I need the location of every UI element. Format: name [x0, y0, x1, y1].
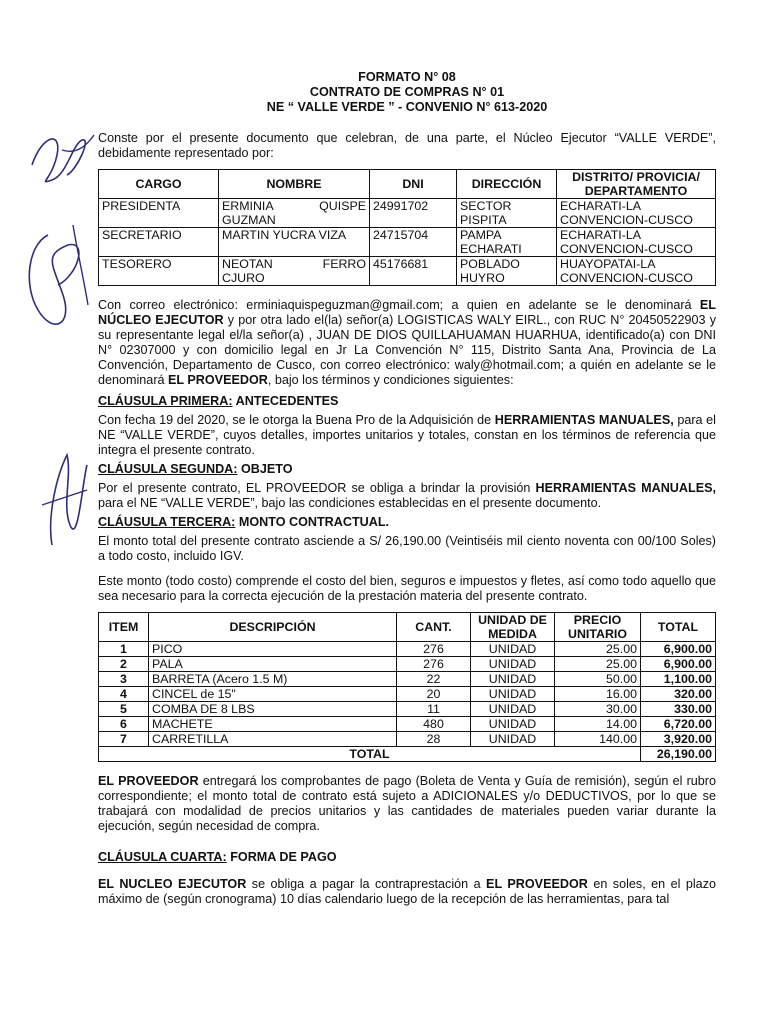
cell-distrito [557, 257, 716, 286]
cell-cantidad: 22 [397, 672, 471, 687]
table-row [99, 672, 716, 687]
text-segment: y por otra lado el(la) señor(a) LOGISTICAS WALY EIRL., con RUC N° 20450522903 y su representante legal el/la señor(a) , JUAN DE DIOS QUILLAHUAMAN HUARHUA, identificado(a) con DNI N° 02307000 y con domicilio legal en Jr La Convención N° 115, Distrito Santa Ana, Provincia de La Convención, Departamento de Cusco, con correo electrónico: waly@hotmail.com; a quién en adelante se le denominará [98, 313, 716, 387]
text-segment: Con correo electrónico: erminiaquispeguzman@gmail.com; a quien en adelante se le denominará [98, 298, 700, 312]
cell-direccion [457, 199, 557, 228]
cell-item: 5 [99, 702, 149, 717]
cell-cantidad: 28 [397, 732, 471, 747]
header-dni: DNI [370, 170, 457, 199]
text-segment: entregará los comprobantes de pago (Boleta de Venta y Guía de remisión), según el rubro correspondiente; el monto total de contrato está sujeto a ADICIONALES y/o DEDUCTIVOS, por lo que se trabajará con modalidad de precios unitarios y las cantidades de materiales pueden variar durante la ejecución, según necesidad de compra. [98, 774, 716, 833]
cell-cantidad: 276 [397, 642, 471, 657]
clause-label: CLÁUSULA SEGUNDA: [98, 462, 238, 476]
cell-unidad: UNIDAD [471, 642, 555, 657]
cell-distrito [557, 199, 716, 228]
table-row [99, 257, 716, 286]
cell-descripcion: PALA [149, 657, 397, 672]
text-segment: Con fecha 19 del 2020, se le otorga la Buena Pro de la Adquisición de [98, 413, 495, 427]
cell-precio: 50.00 [555, 672, 641, 687]
clause-name: MONTO CONTRACTUAL. [235, 515, 390, 529]
clause-label: CLÁUSULA CUARTA: [98, 850, 227, 864]
cell-item: 3 [99, 672, 149, 687]
header-direccion: DIRECCIÓN [457, 170, 557, 199]
handwritten-signature-1 [22, 125, 100, 195]
cell-total: 3,920.00 [641, 732, 716, 747]
table-row [99, 687, 716, 702]
cell-item: 7 [99, 732, 149, 747]
table-row [99, 199, 716, 228]
cell-cantidad: 276 [397, 657, 471, 672]
total-value: 26,190.00 [641, 747, 716, 762]
direccion-line-2: HUYRO [460, 271, 505, 285]
items-table [98, 612, 716, 762]
cell-cantidad: 11 [397, 702, 471, 717]
bold-term: EL PROVEEDOR [168, 373, 268, 387]
bold-term: HERRAMIENTAS MANUALES, [535, 481, 716, 495]
clause-cuarta-text [98, 877, 716, 907]
table-row [99, 717, 716, 732]
bold-term: HERRAMIENTAS MANUALES, [494, 413, 674, 427]
cell-total: 6,720.00 [641, 717, 716, 732]
text-segment: para el NE “VALLE VERDE”, bajo las condiciones establecidas en el presente documento. [98, 496, 602, 510]
cell-cargo: SECRETARIO [99, 228, 219, 257]
bold-term: EL PROVEEDOR [486, 877, 588, 891]
cell-distrito [557, 228, 716, 257]
direccion-line-1: POBLADO [460, 257, 520, 271]
table-header-row [99, 170, 716, 199]
cell-item: 2 [99, 657, 149, 672]
cell-unidad: UNIDAD [471, 702, 555, 717]
cell-cargo: TESORERO [99, 257, 219, 286]
cell-descripcion: MACHETE [149, 717, 397, 732]
cell-total: 6,900.00 [641, 642, 716, 657]
cell-dni: 24715704 [370, 228, 457, 257]
format-number: FORMATO N° 08 [358, 70, 456, 84]
text-segment: Por el presente contrato, EL PROVEEDOR se obliga a brindar la provisión [98, 481, 536, 495]
header-nombre: NOMBRE [219, 170, 370, 199]
contract-number: CONTRATO DE COMPRAS N° 01 [309, 85, 505, 99]
header-distrito: DISTRITO/ PROVICIA/ DEPARTAMENTO [557, 170, 716, 199]
handwritten-signature-2 [18, 215, 98, 340]
text-segment: , bajo los términos y condiciones siguientes: [267, 373, 514, 387]
cell-descripcion: BARRETA (Acero 1.5 M) [149, 672, 397, 687]
bold-term: EL PROVEEDOR [98, 774, 199, 788]
cell-precio: 30.00 [555, 702, 641, 717]
cell-total: 1,100.00 [641, 672, 716, 687]
cell-cantidad: 480 [397, 717, 471, 732]
header-cargo: CARGO [99, 170, 219, 199]
direccion-line-2: ECHARATI [460, 242, 522, 256]
clause-label: CLÁUSULA PRIMERA: [98, 394, 233, 408]
cell-total: 320.00 [641, 687, 716, 702]
text-segment: se obliga a pagar la contraprestación a [246, 877, 487, 891]
table-row [99, 702, 716, 717]
direccion-line-1: PAMPA [460, 228, 502, 242]
cell-unidad: UNIDAD [471, 732, 555, 747]
cell-nombre [219, 257, 370, 286]
header-cantidad: CANT. [397, 613, 471, 642]
header-total: TOTAL [641, 613, 716, 642]
text-segment: para el NE “VALLE VERDE”, cuyos detalles, importes unitarios y totales, constan en los términos de referencia que integra el presente contrato. [98, 413, 716, 457]
cell-precio: 14.00 [555, 717, 641, 732]
cell-unidad: UNIDAD [471, 687, 555, 702]
cell-descripcion: CARRETILLA [149, 732, 397, 747]
clause-name: ANTECEDENTES [232, 394, 339, 408]
cell-unidad: UNIDAD [471, 717, 555, 732]
clause-cuarta-title [98, 850, 716, 865]
cell-precio: 25.00 [555, 642, 641, 657]
total-row [99, 747, 716, 762]
clause-tercera-scope: Este monto (todo costo) comprende el costo del bien, seguros e impuestos y fletes, así como todo aquello que sea necesario para la correcta ejecución de la prestación materia del presente contrato. [98, 574, 716, 603]
header-precio: PRECIO UNITARIO [555, 613, 641, 642]
header-item: ITEM [99, 613, 149, 642]
clause-name: OBJETO [237, 462, 293, 476]
clause-primera-text [98, 413, 716, 458]
distrito-line-1: ECHARATI-LA [560, 199, 642, 213]
cell-descripcion: PICO [149, 642, 397, 657]
nombre-line-1: NEOTAN FERRO [222, 257, 366, 271]
clause-name: FORMA DE PAGO [226, 850, 337, 864]
clause-primera-title [98, 394, 716, 409]
header-descripcion: DESCRIPCIÓN [149, 613, 397, 642]
nombre-line-2: GUZMAN [222, 213, 276, 227]
cell-descripcion: COMBA DE 8 LBS [149, 702, 397, 717]
header-unidad: UNIDAD DE MEDIDA [471, 613, 555, 642]
cell-item: 1 [99, 642, 149, 657]
cell-nombre: MARTIN YUCRA VIZA [219, 228, 370, 257]
distrito-line-1: ECHARATI-LA [560, 228, 642, 242]
convenio-title: NE “ VALLE VERDE ” - CONVENIO N° 613-2020 [266, 100, 548, 114]
contract-content [98, 70, 716, 907]
cell-dni: 24991702 [370, 199, 457, 228]
clause-tercera-title [98, 515, 716, 530]
cell-item: 6 [99, 717, 149, 732]
clause-segunda-title [98, 462, 716, 477]
handwritten-signature-3 [32, 445, 94, 555]
cell-cantidad: 20 [397, 687, 471, 702]
nombre-line-1: ERMINIA QUISPE [222, 199, 366, 213]
cell-precio: 16.00 [555, 687, 641, 702]
table-row [99, 657, 716, 672]
bold-term: EL NÚCLEO EJECUTOR [98, 298, 716, 327]
cell-direccion [457, 257, 557, 286]
cell-precio: 25.00 [555, 657, 641, 672]
cell-dni: 45176681 [370, 257, 457, 286]
distrito-line-1: HUAYOPATAI-LA [560, 257, 656, 271]
distrito-line-2: CONVENCION-CUSCO [560, 242, 693, 256]
cell-direccion [457, 228, 557, 257]
table-row [99, 732, 716, 747]
distrito-line-2: CONVENCION-CUSCO [560, 271, 693, 285]
table-row [99, 228, 716, 257]
cell-descripcion: CINCEL de 15" [149, 687, 397, 702]
nombre-line-2: CJURO [222, 271, 265, 285]
distrito-line-2: CONVENCION-CUSCO [560, 213, 693, 227]
direccion-line-1: SECTOR PISPITA [460, 199, 512, 227]
clause-tercera-amount: El monto total del presente contrato asciende a S/ 26,190.00 (Veintiséis mil ciento noventa con 00/100 Soles) a todo costo, incluido IGV. [98, 534, 716, 563]
representatives-table [98, 169, 716, 286]
cell-total: 6,900.00 [641, 657, 716, 672]
item-rows [99, 642, 716, 747]
cell-total: 330.00 [641, 702, 716, 717]
email-paragraph [98, 298, 716, 388]
table-header-row [99, 613, 716, 642]
clause-label: CLÁUSULA TERCERA: [98, 515, 236, 529]
cell-cargo: PRESIDENTA [99, 199, 219, 228]
clause-segunda-text [98, 481, 716, 511]
intro-paragraph: Conste por el presente documento que celebran, de una parte, el Núcleo Ejecutor “VALLE VERDE”, debidamente representado por: [98, 131, 716, 160]
cell-item: 4 [99, 687, 149, 702]
cell-unidad: UNIDAD [471, 672, 555, 687]
cell-precio: 140.00 [555, 732, 641, 747]
cell-unidad: UNIDAD [471, 657, 555, 672]
bold-term: EL NUCLEO EJECUTOR [98, 877, 247, 891]
text-segment: en soles, en el plazo máximo de (según cronograma) 10 días calendario luego de la recepción de las herramientas, para tal [98, 877, 716, 906]
table-row [99, 642, 716, 657]
total-label: TOTAL [99, 747, 641, 762]
proveedor-paragraph [98, 774, 716, 834]
cell-nombre [219, 199, 370, 228]
